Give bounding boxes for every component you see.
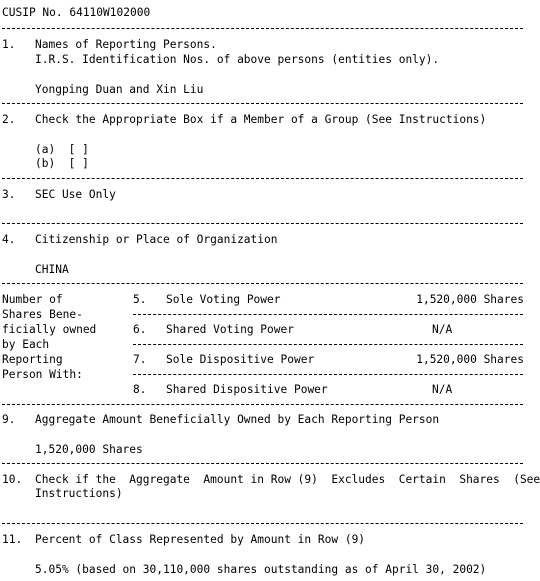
- shares-block-label-line: by Each: [2, 338, 50, 351]
- sub-divider: [133, 314, 523, 315]
- row-11-number: 11.: [2, 533, 23, 546]
- row-10-label: Check if the Aggregate Amount in Row (9) Excludes Certain Shares (See: [35, 473, 540, 486]
- row-1-label: Names of Reporting Persons.: [35, 38, 217, 51]
- row-9-label: Aggregate Amount Beneficially Owned by Each Reporting Person: [35, 413, 440, 426]
- group-option-b-checkbox[interactable]: (b) [ ]: [35, 157, 89, 170]
- sole-voting-power-value: 1,520,000 Shares: [416, 293, 524, 306]
- shared-dispositive-power-value: N/A: [432, 383, 453, 396]
- divider: [2, 28, 523, 29]
- share-item-7-label: Sole Dispositive Power: [166, 353, 315, 366]
- row-9-number: 9.: [2, 413, 16, 426]
- reporting-persons-value: Yongping Duan and Xin Liu: [35, 83, 204, 96]
- row-2-number: 2.: [2, 113, 16, 126]
- cusip-header: CUSIP No. 64110W102000: [2, 6, 151, 19]
- divider: [2, 463, 523, 464]
- share-item-8-number: 8.: [133, 383, 147, 396]
- row-4-label: Citizenship or Place of Organization: [35, 233, 278, 246]
- divider: [2, 178, 523, 179]
- row-3-number: 3.: [2, 188, 16, 201]
- divider: [2, 283, 523, 284]
- share-item-7-number: 7.: [133, 353, 147, 366]
- divider: [2, 223, 523, 224]
- share-item-5-number: 5.: [133, 293, 147, 306]
- share-item-6-number: 6.: [133, 323, 147, 336]
- sole-dispositive-power-value: 1,520,000 Shares: [416, 353, 524, 366]
- divider: [2, 404, 523, 405]
- share-item-6-label: Shared Voting Power: [166, 323, 294, 336]
- shared-voting-power-value: N/A: [432, 323, 453, 336]
- row-10-label-continued: Instructions): [35, 487, 123, 500]
- sub-divider: [133, 374, 523, 375]
- row-11-label: Percent of Class Represented by Amount in Row (9): [35, 533, 366, 546]
- shares-block-label-line: Reporting: [2, 353, 63, 366]
- shares-block-label-line: Shares Bene-: [2, 308, 83, 321]
- row-1-number: 1.: [2, 38, 16, 51]
- aggregate-amount-value: 1,520,000 Shares: [35, 443, 143, 456]
- divider: [2, 103, 523, 104]
- share-item-8-label: Shared Dispositive Power: [166, 383, 328, 396]
- group-option-a-checkbox[interactable]: (a) [ ]: [35, 143, 89, 156]
- share-item-5-label: Sole Voting Power: [166, 293, 281, 306]
- shares-block-label-line: Person With:: [2, 368, 83, 381]
- row-1-sublabel: I.R.S. Identification Nos. of above persons (entities only).: [35, 53, 440, 66]
- shares-block-label-line: ficially owned: [2, 323, 97, 336]
- divider: [2, 523, 523, 524]
- row-10-number: 10.: [2, 473, 23, 486]
- row-2-label: Check the Appropriate Box if a Member of a Group (See Instructions): [35, 113, 487, 126]
- row-4-number: 4.: [2, 233, 16, 246]
- sub-divider: [133, 344, 523, 345]
- percent-of-class-value: 5.05% (based on 30,110,000 shares outstanding as of April 30, 2002): [35, 563, 487, 576]
- shares-block-label-line: Number of: [2, 293, 63, 306]
- row-3-label: SEC Use Only: [35, 188, 116, 201]
- citizenship-value: CHINA: [35, 263, 69, 276]
